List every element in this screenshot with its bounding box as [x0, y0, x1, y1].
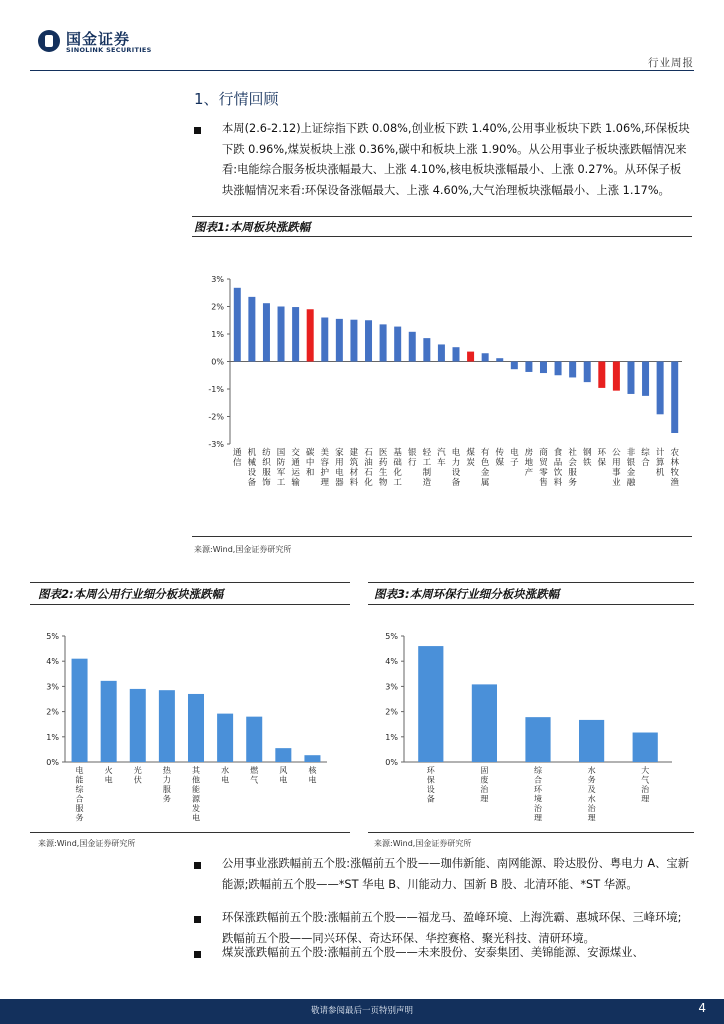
x-tick-label: 钢铁	[582, 448, 592, 468]
y-tick-label: 0%	[385, 758, 398, 767]
bar	[613, 362, 620, 391]
section-title: 1、行情回顾	[194, 90, 279, 108]
header-divider	[30, 70, 694, 71]
x-tick-label: 轻工制造	[422, 448, 432, 488]
bar	[278, 307, 285, 362]
bar	[423, 338, 430, 361]
x-tick-label: 固废治理	[480, 766, 489, 804]
bar	[598, 362, 605, 388]
bar	[569, 362, 576, 378]
x-tick-label: 房地产	[524, 448, 534, 478]
bar	[394, 327, 401, 362]
x-tick-label: 计算机	[655, 448, 665, 478]
bar	[525, 362, 532, 372]
brand-name-cn: 国金证券	[66, 30, 131, 48]
x-tick-label: 公用事业	[612, 448, 621, 488]
bar	[627, 362, 634, 394]
x-tick-label: 有色金属	[480, 448, 490, 488]
bar	[321, 318, 328, 362]
y-tick-label: 2%	[46, 707, 59, 717]
x-tick-label: 建筑材料	[349, 448, 359, 488]
y-tick-label: 1%	[385, 732, 398, 742]
x-tick-label: 机械设备	[247, 448, 257, 488]
x-tick-label: 核电	[308, 766, 317, 785]
fig3-title: 图表3:本周环保行业细分板块涨跌幅	[374, 587, 560, 601]
bar	[438, 344, 445, 361]
bar	[633, 733, 658, 762]
bar	[159, 690, 175, 762]
x-tick-label: 电子	[510, 448, 519, 468]
fig2-bottom-rule	[30, 832, 350, 833]
brand-logo-icon	[38, 30, 60, 52]
bar	[248, 297, 255, 362]
bar	[511, 362, 518, 370]
fig1-title-rule	[192, 236, 692, 237]
bar	[418, 646, 443, 762]
sector-change-chart	[192, 262, 692, 492]
bullet-icon	[194, 862, 201, 869]
bar	[263, 303, 270, 361]
x-tick-label: 交通运输	[291, 448, 300, 488]
bar	[671, 362, 678, 434]
bar	[234, 288, 241, 362]
environmental-subsector-chart	[368, 630, 694, 830]
bullet-icon	[194, 951, 201, 958]
x-tick-label: 医药生物	[378, 448, 388, 488]
x-tick-label: 国防军工	[276, 448, 286, 488]
x-tick-label: 火电	[104, 766, 113, 785]
x-tick-label: 环保设备	[426, 766, 435, 804]
y-tick-label: 2%	[211, 302, 224, 312]
coal-top-stocks: 煤炭涨跌幅前五个股:涨幅前五个股——未来股份、安泰集团、美锦能源、安源煤业、	[222, 946, 644, 959]
bar	[453, 347, 460, 361]
bar	[336, 319, 343, 362]
bar	[130, 689, 146, 762]
fig1-top-rule	[192, 216, 692, 217]
y-tick-label: 1%	[211, 330, 224, 339]
fig2-title: 图表2:本周公用行业细分板块涨跌幅	[38, 587, 224, 601]
bar	[350, 320, 357, 362]
y-tick-label: -3%	[208, 440, 224, 449]
x-tick-label: 商贸零售	[539, 448, 548, 488]
bar	[584, 362, 591, 383]
x-tick-label: 环保	[597, 448, 607, 468]
x-tick-label: 光伏	[133, 766, 142, 785]
bar	[540, 362, 547, 374]
bar	[72, 659, 88, 762]
x-tick-label: 电能综合服务	[75, 766, 84, 823]
x-tick-label: 纺织服饰	[262, 448, 271, 488]
x-tick-label: 大气治理	[641, 766, 650, 804]
x-tick-label: 汽车	[437, 448, 446, 468]
x-tick-label: 社会服务	[568, 448, 577, 488]
bar	[101, 681, 117, 762]
bar	[482, 353, 489, 361]
x-tick-label: 基础化工	[393, 448, 402, 488]
bar	[365, 320, 372, 361]
y-tick-label: 5%	[46, 632, 59, 641]
bar	[292, 307, 299, 361]
x-tick-label: 银行	[408, 448, 417, 468]
y-tick-label: 0%	[46, 758, 59, 767]
fig3-title-rule	[368, 604, 694, 605]
environmental-top-stocks: 环保涨跌幅前五个股:涨幅前五个股——福龙马、盈峰环境、上海洗霸、惠城环保、三峰环境;跌幅前五个股——同兴环保、奇达环保、华控赛格、聚光科技、清研环境。	[222, 911, 682, 945]
y-tick-label: 3%	[46, 682, 59, 692]
bullet-icon	[194, 916, 201, 923]
x-tick-label: 风电	[279, 766, 288, 785]
bar	[307, 309, 314, 361]
x-tick-label: 其他能源发电	[192, 766, 200, 823]
footer-disclaimer: 敬请参阅最后一页特别声明	[310, 1006, 413, 1016]
bar	[304, 755, 320, 762]
fig1-source: 来源:Wind,国金证券研究所	[194, 545, 292, 554]
y-tick-label: 3%	[385, 682, 398, 692]
x-tick-label: 碳中和	[305, 448, 315, 478]
bar	[642, 362, 649, 396]
x-tick-label: 非银金融	[626, 448, 636, 488]
brand-name-en: SINOLINK SECURITIES	[66, 46, 152, 54]
fig3-top-rule	[368, 582, 694, 583]
bar	[409, 332, 416, 362]
summary-paragraph: 本周(2.6-2.12)上证综指下跌 0.08%,创业板下跌 1.40%,公用事业板块下跌 1.06%,环保板块下跌 0.96%,煤炭板块上涨 0.36%,碳中和板块上涨 1.90%。从公用事业子板块涨跌幅情况来看:电能综合服务板块涨幅最大、上涨 4.10%,核电板块涨幅最小、上涨 0.27%。从环保子板块涨幅情况来看:环保设备涨幅最大、上涨 4.60%,大气治理板块涨幅最小、上涨 1.17%。	[222, 122, 690, 197]
bar	[657, 362, 664, 415]
bullet-icon	[194, 127, 201, 134]
fig2-source: 来源:Wind,国金证券研究所	[38, 839, 136, 848]
y-tick-label: 3%	[211, 275, 224, 284]
bar	[472, 684, 497, 762]
bar	[579, 720, 604, 762]
bar	[496, 358, 503, 361]
fig3-bottom-rule	[368, 832, 694, 833]
y-tick-label: 1%	[46, 732, 59, 742]
x-tick-label: 综合环境治理	[534, 766, 542, 823]
x-tick-label: 农林牧渔	[670, 448, 679, 488]
page-number: 4	[698, 1001, 706, 1015]
x-tick-label: 电力设备	[451, 448, 461, 488]
y-tick-label: 5%	[385, 632, 398, 641]
y-tick-label: -2%	[208, 412, 224, 422]
x-tick-label: 食品饮料	[553, 448, 563, 488]
fig2-title-rule	[30, 604, 350, 605]
x-tick-label: 通信	[233, 448, 242, 468]
bar	[555, 362, 562, 376]
x-tick-label: 水务及水治理	[587, 766, 596, 823]
x-tick-label: 煤炭	[466, 448, 475, 468]
y-tick-label: 4%	[46, 657, 59, 667]
bar	[467, 352, 474, 362]
x-tick-label: 热力服务	[162, 766, 171, 804]
y-tick-label: 4%	[385, 657, 398, 667]
fig3-source: 来源:Wind,国金证券研究所	[374, 839, 472, 848]
bar	[188, 694, 204, 762]
bar	[246, 717, 262, 762]
utilities-top-stocks: 公用事业涨跌幅前五个股:涨幅前五个股——珈伟新能、南网能源、聆达股份、粤电力 A、宝新能源;跌幅前五个股——*ST 华电 B、川能动力、国新 B 股、北清环能、*ST 华源。	[222, 857, 690, 891]
report-type: 行业周报	[648, 57, 694, 69]
x-tick-label: 综合	[641, 448, 650, 468]
fig2-top-rule	[30, 582, 350, 583]
bar	[525, 717, 550, 762]
fig1-bottom-rule	[192, 536, 692, 537]
x-tick-label: 美容护理	[320, 448, 330, 488]
y-tick-label: 0%	[211, 357, 224, 367]
y-tick-label: -1%	[208, 385, 224, 394]
bar	[380, 324, 387, 361]
x-tick-label: 水电	[221, 766, 230, 785]
x-tick-label: 燃气	[250, 766, 259, 785]
x-tick-label: 家用电器	[335, 448, 344, 488]
bar	[217, 714, 233, 762]
utilities-subsector-chart	[30, 630, 350, 830]
fig1-title: 图表1:本周板块涨跌幅	[194, 220, 311, 234]
x-tick-label: 传媒	[495, 448, 504, 468]
y-tick-label: 2%	[385, 707, 398, 717]
bar	[275, 748, 291, 762]
x-tick-label: 石油石化	[364, 448, 373, 488]
